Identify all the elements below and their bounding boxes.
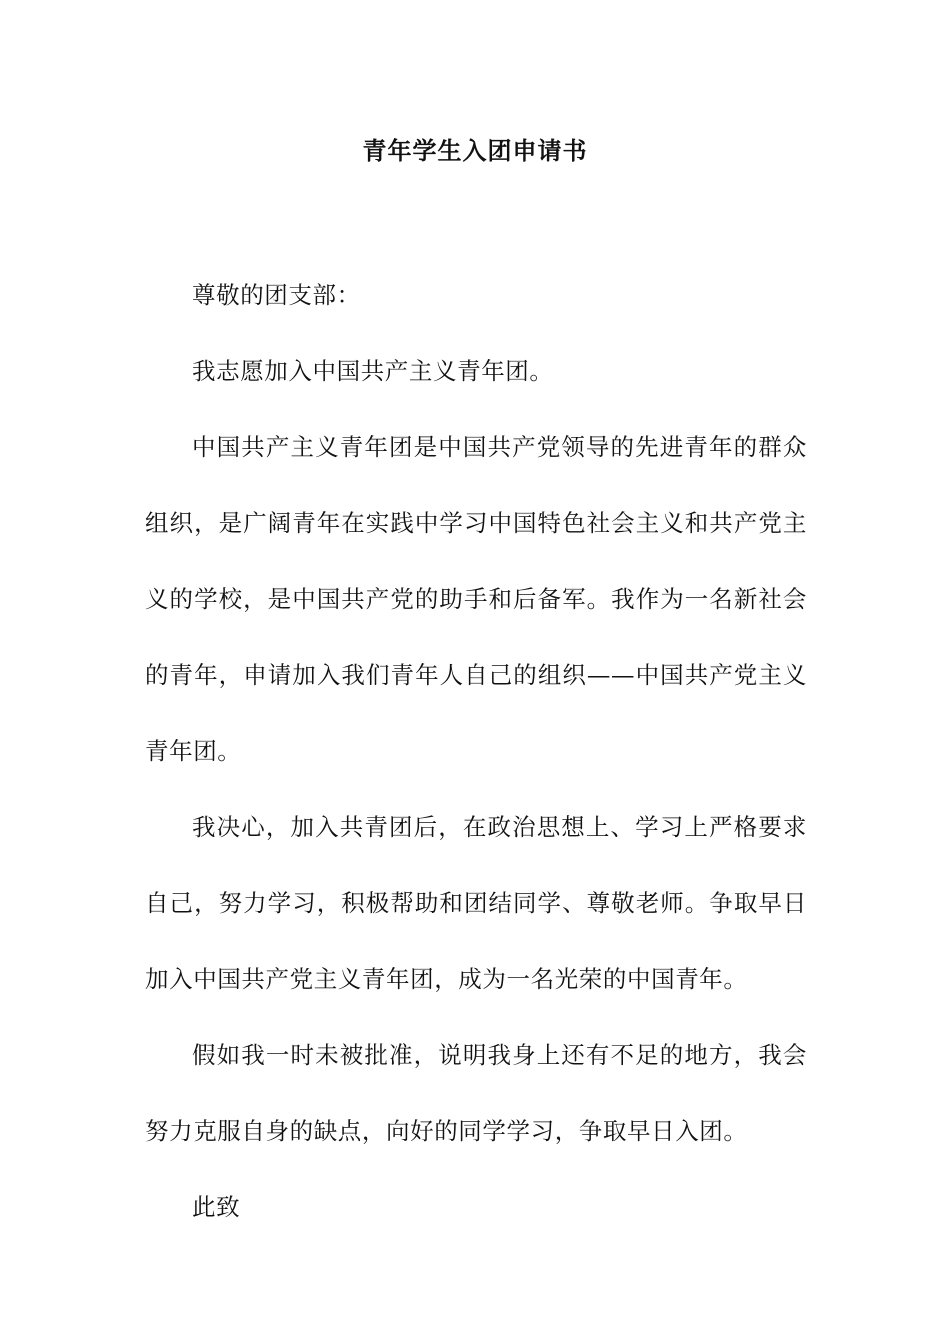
paragraph-about-league: 中国共产主义青年团是中国共产党领导的先进青年的群众组织，是广阔青年在实践中学习中国特色社会主义和共产党主义的学校，是中国共产党的助手和后备军。我作为一名新社会的青年，申请加入我们青年人自己的组织——中国共产党主义青年团。 [145, 433, 807, 765]
paragraph-if-rejected: 假如我一时未被批准，说明我身上还有不足的地方，我会努力克服自身的缺点，向好的同学学习，争取早日入团。 [145, 1041, 807, 1145]
document-body [145, 257, 807, 1245]
closing: 此致 [192, 1193, 241, 1221]
paragraph-intent: 我志愿加入中国共产主义青年团。 [192, 357, 554, 385]
paragraph-resolution: 我决心，加入共青团后，在政治思想上、学习上严格要求自己，努力学习，积极帮助和团结同学、尊敬老师。争取早日加入中国共产党主义青年团，成为一名光荣的中国青年。 [145, 813, 807, 993]
salutation: 尊敬的团支部： [192, 281, 361, 309]
document-title: 青年学生入团申请书 [362, 136, 588, 165]
